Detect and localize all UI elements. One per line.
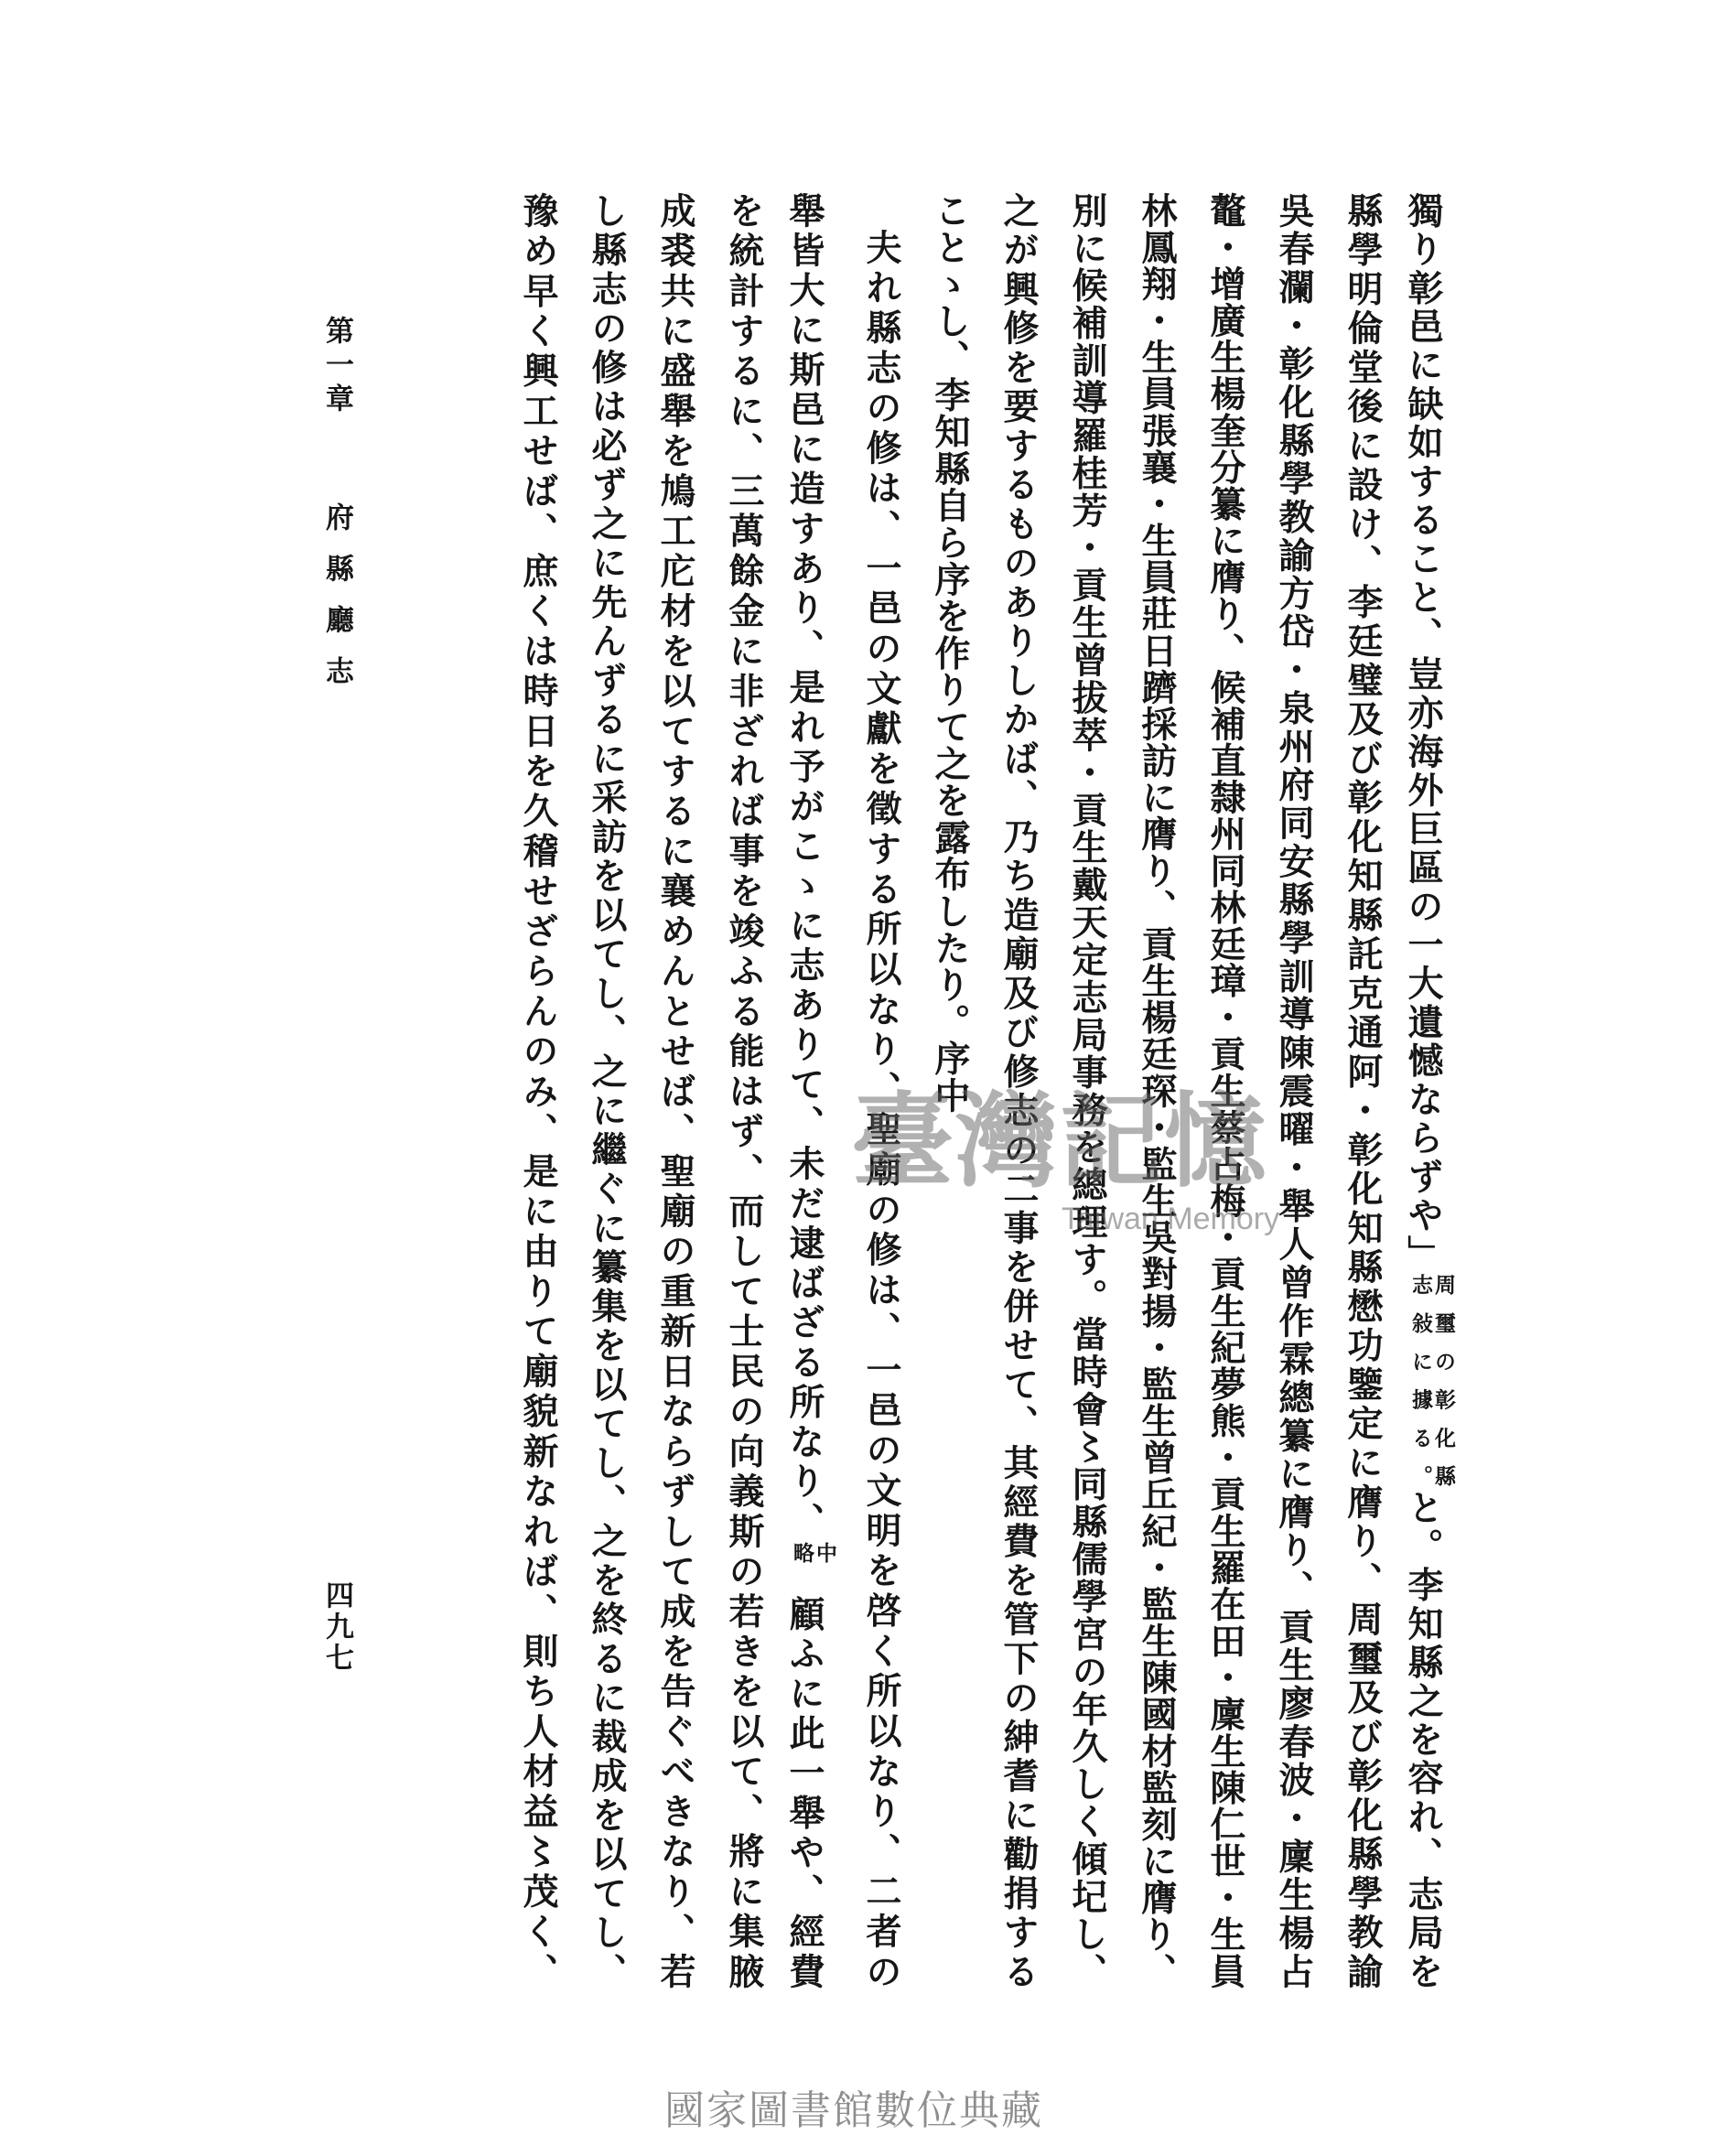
text-column-8: ことゝし、李知縣自ら序を作りて之を露布したり。序中 [929,192,971,1115]
running-head-title: 府縣廳志 [320,502,353,707]
text-column-5: 林鳳翔・生員張襄・生員莊日躋採訪に膺り、貢生楊廷琛・監生吳對揚・監生曾丘紀・監生陳國材監刻に膺り、 [1136,192,1178,1989]
watermark-logo-english: Taiwan Memory [1062,1202,1280,1236]
note-line-right: 中 [813,1542,837,1564]
column-text: 舉皆大に斯邑に造すあり、是れ予がこゝに志ありて、未だ逮ばざる所なり、 [783,192,825,1543]
column-text: と。李知縣之を容れ、志局を [1402,1486,1444,1989]
inline-note [791,1542,836,1591]
text-column-6: 別に候補訓導羅桂芳・貢生曾拔萃・貢生戴天定志局事務を總理す。當時會〻同縣儒學宮の年久しく傾圮し、 [1066,192,1108,1989]
text-column-3: 吳春瀾・彰化縣學教諭方岱・泉州府同安縣學訓導陳震曜・舉人曾作霖總纂に膺り、貢生廖春波・廩生楊占 [1273,192,1315,1989]
watermark-footer: 國家圖書館數位典藏 [664,2087,1043,2134]
running-head-chapter: 第一章 [320,316,353,417]
text-column-10 [783,192,837,1989]
note-line-left: 志敍に據る。 [1408,1274,1433,1487]
text-column-12: 成裘共に盛舉を鳩工庀材を以てするに襄めんとせば、聖廟の重新日ならずして成を告ぐべきなり、若 [654,192,696,1989]
inline-note [1409,1274,1455,1486]
column-text: 顧ふに此一舉や、經費 [783,1591,825,1989]
text-column-4: 鼇・增廣生楊奎分纂に膺り、候補直隸州同林廷璋・貢生蔡占梅・貢生紀夢熊・貢生羅在田・廩生陳仁世・生員 [1204,192,1246,1989]
page-number: 四九七 [320,1580,353,1674]
note-line-right: 周璽の彰化縣 [1431,1274,1456,1487]
text-column-2: 縣學明倫堂後に設け、李廷璧及び彰化知縣託克通阿・彰化知縣懋功鑒定に膺り、周璽及び彰化縣學教諭 [1342,192,1384,1989]
text-column-9: 夫れ縣志の修は、一邑の文獻を徵する所以なり、聖廟の修は、一邑の文明を啓く所以なり、二者の [860,229,902,1989]
watermark-logo: 臺灣記憶 [851,1082,1268,1202]
text-column-1 [1402,192,1456,1989]
text-column-7: 之が興修を要するものありしかば、乃ち造廟及び修志の二事を併せて、其經費を管下の紳耆に勸捐する [997,192,1040,1989]
text-column-11: を統計するに、三萬餘金に非ざれば事を竣ふる能はず、而して士民の向義斯の若きを以て、將に集腋 [723,192,765,1989]
text-column-14: 豫め早く興工せば、庶くは時日を久稽せざらんのみ、是に由りて廟貌新なれば、則ち人材益〻茂く、 [517,192,559,1989]
column-text: 獨り彰邑に缺如すること、豈亦海外巨區の一大遺憾ならずや」 [1402,192,1444,1275]
text-column-13: し縣志の修は必ず之に先んずるに采訪を以てし、之に繼ぐに纂集を以てし、之を終るに裁成を以てし、 [586,192,628,1989]
note-line-left: 略 [790,1542,814,1564]
